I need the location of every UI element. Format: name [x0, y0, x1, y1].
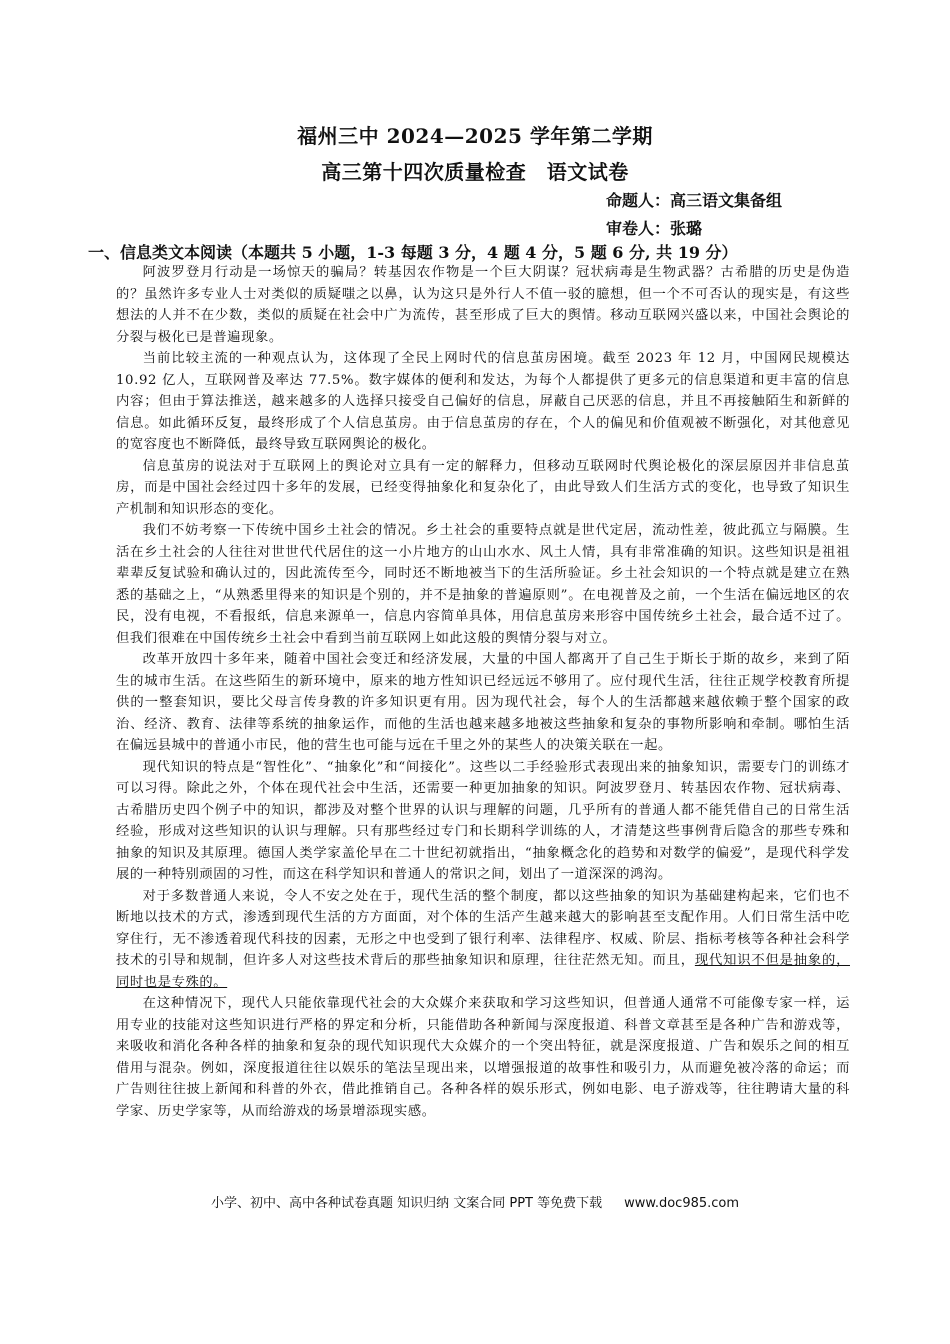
article-body	[116, 262, 850, 1122]
paragraph-7-text: 对于多数普通人来说，令人不安之处在于，现代生活的整个制度，都以这些抽象的知识为基础建构起来，它们也不断地以技术的方式，渗透到现代生活的方方面面，对个体的生活产生越来越大的影响甚至支配作用。人们日常生活中吃穿住行，无不渗透着现代科技的因素，无形之中也受到了银行利率、法律程序、权威、阶层、指标考核等各种社会科学技术的引导和规制，但许多人对这些技术背后的那些抽象知识和原理，往往茫然无知。而且，	[116, 888, 850, 968]
footer-link[interactable]: www.doc985.com	[624, 1196, 740, 1211]
exam-title-line2: 高三第十四次质量检查 语文试卷	[321, 160, 629, 184]
exam-title-line1: 福州三中 2024—2025 学年第二学期	[297, 124, 653, 148]
paragraph-5: 改革开放四十多年来，随着中国社会变迁和经济发展，大量的中国人都离开了自己生于斯长于斯的故乡，来到了陌生的城市生活。在这些陌生的新环境中，原来的地方性知识已经远远不够用了。应付现代生活，往往正规学校教育所提供的一整套知识，要比父母言传身教的许多知识更有用。因为现代社会，每个人的生活都越来越依赖于整个国家的政治、经济、教育、法律等系统的抽象运作，而他的生活也越来越多地被这些抽象和复杂的事物所影响和牵制。哪怕生活在偏远县城中的普通小市民，他的营生也可能与远在千里之外的某些人的决策关联在一起。	[116, 652, 850, 753]
paragraph-6: 现代知识的特点是“智性化”、“抽象化”和“间接化”。这些以二手经验形式表现出来的抽象知识，需要专门的训练才可以习得。除此之外，个体在现代社会中生活，还需要一种更加抽象的知识。阿波罗登月、转基因农作物、冠状病毒、古希腊历史四个例子中的知识，都涉及对整个世界的认识与理解的问题，几乎所有的普通人都不能凭借自己的日常生活经验，形成对这些知识的认识与理解。只有那些经过专门和长期科学训练的人，才清楚这些事例背后隐含的那些专殊和抽象的知识及其原理。德国人类学家盖伦早在二十世纪初就指出，“抽象概念化的趋势和对数学的偏爱”，是现代科学发展的一种特别顽固的习性，而这在科学知识和普通人的常识之间，划出了一道深深的鸿沟。	[116, 759, 850, 882]
underlined-sentence: 现代知识不但是抽象的，同时也是专殊的。	[116, 953, 850, 990]
section-heading: 一、信息类文本阅读（本题共 5 小题，1-3 每题 3 分，4 题 4 分，5 题 6 分, 共 19 分）	[88, 243, 738, 262]
paragraph-7	[116, 886, 850, 994]
paragraph-3: 信息茧房的说法对于互联网上的舆论对立具有一定的解释力，但移动互联网时代舆论极化的深层原因并非信息茧房，而是中国社会经过四十多年的发展，已经变得抽象化和复杂化了，由此导致人们生活方式的变化，也导致了知识生产机制和知识形态的变化。	[116, 458, 850, 517]
footer-text: 小学、初中、高中各种试卷真题 知识归纳 文案合同 PPT 等免费下载	[210, 1196, 603, 1211]
reviewer-line: 审卷人：张璐	[606, 219, 703, 238]
paragraph-4: 我们不妨考察一下传统中国乡土社会的情况。乡土社会的重要特点就是世代定居，流动性差，彼此孤立与隔膜。生活在乡土社会的人往往对世世代代居住的这一小片地方的山山水水、风土人情，具有非常准确的知识。这些知识是祖祖辈辈反复试验和确认过的，因此流传至今，同时还不断地被当下的生活所验证。乡土社会知识的一个特点就是建立在熟悉的基础之上，“从熟悉里得来的知识是个别的，并不是抽象的普遍原则”。在电视普及之前，一个生活在偏远地区的农民，没有电视，不看报纸，信息来源单一，信息内容简单具体，用信息茧房来形容中国传统乡土社会，最合适不过了。但我们很难在中国传统乡土社会中看到当前互联网上如此这般的舆情分裂与对立。	[116, 523, 850, 646]
paragraph-2: 当前比较主流的一种观点认为，这体现了全民上网时代的信息茧房困境。截至 2023 年 12 月，中国网民规模达 10.92 亿人，互联网普及率达 77.5%。数字媒体的便利和发达，为每个人都提供了更多元的信息渠道和更丰富的信息内容；但由于算法推送，越来越多的人选择只接受自己偏好的信息，屏蔽自己厌恶的信息，并且不再接触陌生和新鲜的信息。如此循环反复，最终形成了个人信息茧房。由于信息茧房的存在，个人的偏见和价值观被不断强化，对其他意见的宽容度也不断降低，最终导致互联网舆论的极化。	[116, 351, 850, 452]
author-line: 命题人：高三语文集备组	[606, 191, 783, 210]
paragraph-1: 阿波罗登月行动是一场惊天的骗局？转基因农作物是一个巨大阴谋？冠状病毒是生物武器？古希腊的历史是伪造的？虽然许多专业人士对类似的质疑嗤之以鼻，认为这只是外行人不值一驳的臆想，但一个不可否认的现实是，有这些想法的人并不在少数，类似的质疑在社会中广为流传，甚至形成了巨大的舆情。移动互联网兴盛以来，中国社会舆论的分裂与极化已是普遍现象。	[116, 265, 850, 345]
footer	[0, 1192, 950, 1211]
paragraph-8: 在这种情况下，现代人只能依靠现代社会的大众媒介来获取和学习这些知识，但普通人通常不可能像专家一样，运用专业的技能对这些知识进行严格的界定和分析，只能借助各种新闻与深度报道、科普文章甚至是各种广告和游戏等，来吸收和消化各种各样的抽象和复杂的现代知识现代大众媒介的一个突出特征，就是深度报道、广告和娱乐之间的相互借用与混杂。例如，深度报道往往以娱乐的笔法呈现出来，以增强报道的故事性和吸引力，从而避免被冷落的命运；而广告则往往披上新闻和科普的外衣，借此推销自己。各种各样的娱乐形式，例如电影、电子游戏等，往往聘请大量的科学家、历史学家等，从而给游戏的场景增添现实感。	[116, 996, 850, 1119]
